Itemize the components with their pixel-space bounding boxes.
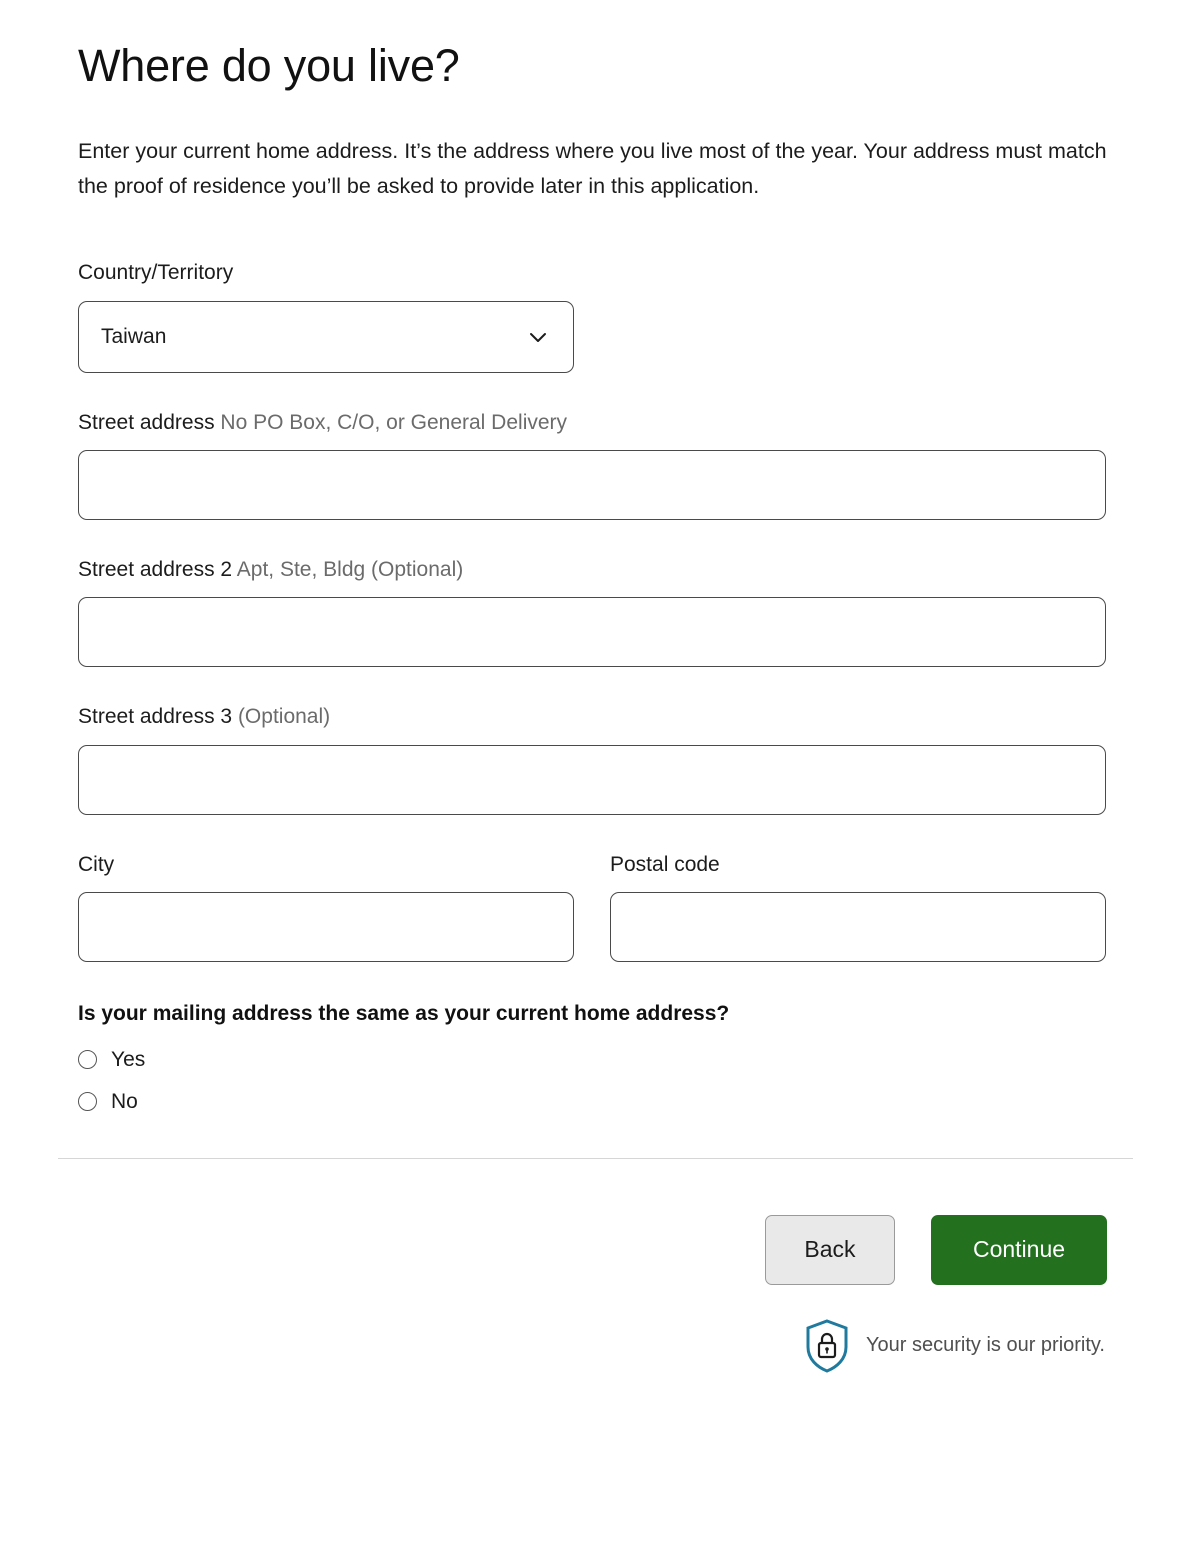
street-address-1-label (78, 409, 1107, 436)
street-address-3-input[interactable] (78, 745, 1106, 815)
radio-label-yes: Yes (111, 1047, 146, 1071)
intro-paragraph: Enter your current home address. It’s the address where you live most of the year. Your address must match the proof of residence you’ll be asked to provide later in this application. (78, 138, 1107, 198)
city-block (78, 851, 574, 962)
radio-label-no: No (111, 1089, 138, 1113)
radio-option-yes[interactable] (78, 1048, 145, 1072)
section-divider (58, 1158, 1133, 1159)
country-select-wrap (78, 301, 574, 373)
mailing-address-question: Is your mailing address the same as your current home address? (78, 1001, 730, 1025)
postal-code-block (610, 851, 1106, 962)
country-field-block (78, 259, 1107, 372)
city-postal-row (78, 851, 1107, 962)
street-address-1-hint: No PO Box, C/O, or General Delivery (220, 410, 568, 434)
street-address-2-label-text: Street address 2 (78, 558, 233, 581)
page-title: Where do you live? (78, 40, 460, 91)
radio-circle-no[interactable] (78, 1092, 97, 1111)
street-address-1-label-text: Street address (78, 410, 215, 434)
street-address-2-label (78, 556, 1107, 583)
city-label: City (78, 852, 115, 876)
street-address-2-hint: Apt, Ste, Bldg (Optional) (236, 558, 464, 581)
city-input[interactable] (78, 892, 574, 962)
postal-code-input[interactable] (610, 892, 1106, 962)
country-selected-value: Taiwan (101, 324, 167, 348)
street-address-1-input[interactable] (78, 450, 1106, 520)
country-select[interactable] (78, 301, 574, 373)
street-address-3-block (78, 703, 1107, 814)
back-button[interactable]: Back (765, 1215, 895, 1285)
form-actions (78, 1215, 1107, 1285)
security-footer (78, 1319, 1107, 1373)
postal-code-label: Postal code (610, 852, 720, 876)
street-address-3-hint: (Optional) (237, 705, 331, 729)
street-address-1-block (78, 409, 1107, 520)
street-address-3-label-text: Street address 3 (78, 705, 233, 729)
radio-option-no[interactable] (78, 1090, 138, 1114)
street-address-2-block (78, 556, 1107, 667)
country-label: Country/Territory (78, 261, 234, 285)
radio-circle-yes[interactable] (78, 1050, 97, 1069)
security-text: Your security is our priority. (866, 1334, 1105, 1357)
continue-button[interactable]: Continue (931, 1215, 1107, 1285)
street-address-3-label (78, 703, 1107, 730)
shield-lock-icon (804, 1319, 850, 1373)
chevron-down-icon (525, 324, 551, 350)
street-address-2-input[interactable] (78, 597, 1106, 667)
